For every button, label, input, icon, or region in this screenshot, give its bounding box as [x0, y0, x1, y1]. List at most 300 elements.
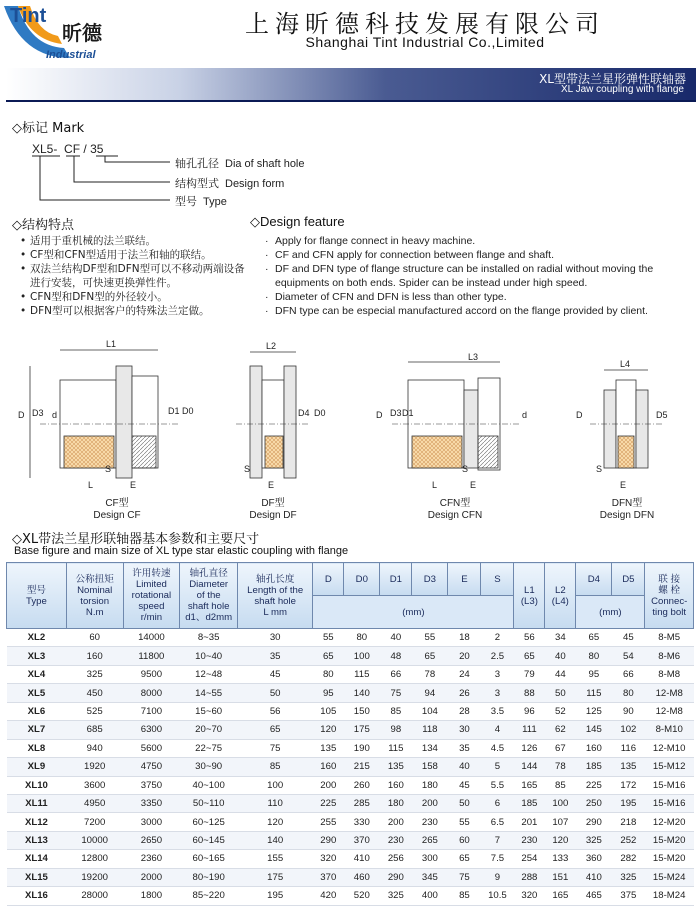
th-diameter: 轴孔直径 Diameter of the shaft hole d1、d2mm	[180, 563, 238, 629]
dim-label: D3	[32, 408, 44, 418]
table-cell: 290	[380, 868, 412, 886]
dim-label: L	[432, 480, 438, 490]
table-cell: 15-M20	[645, 831, 694, 849]
table-cell: 90	[612, 702, 645, 720]
table-cell: 120	[238, 813, 313, 831]
table-row	[7, 868, 694, 886]
table-cell: 290	[313, 831, 344, 849]
dim-label: D	[18, 410, 25, 420]
table-cell: 100	[344, 647, 380, 665]
mark-label-bore: 轴孔孔径 Dia of shaft hole	[175, 158, 305, 170]
table-cell: 400	[412, 887, 448, 905]
cell-type: XL16	[7, 887, 67, 905]
table-cell: 40~100	[180, 776, 238, 794]
table-cell: 60~125	[180, 813, 238, 831]
table-cell: 65	[313, 647, 344, 665]
th-torsion: 公称扭矩 Nominal torsion N.m	[66, 563, 123, 629]
dim-label: S	[462, 464, 469, 474]
table-cell: 225	[313, 794, 344, 812]
logo-cn: 昕德	[62, 21, 102, 45]
table-cell: 9	[481, 868, 514, 886]
table-cell: 200	[313, 776, 344, 794]
mark-code-slash: /	[83, 142, 87, 156]
table-row	[7, 758, 694, 776]
table-cell: 465	[576, 887, 612, 905]
mark-code-type: XL5-	[32, 142, 58, 156]
table-cell: 10000	[66, 831, 123, 849]
table-cell: 151	[545, 868, 576, 886]
table-cell: 115	[344, 665, 380, 683]
mark-code-form: CF	[64, 142, 81, 156]
table-cell: 15-M20	[645, 850, 694, 868]
table-cell: 24	[448, 665, 481, 683]
feature-cn-item: • 双法兰结构DF型和DFN型可以不移动两端设备进行安装，可快速更换弹性件。	[20, 262, 250, 290]
table-cell: 54	[612, 647, 645, 665]
table-cell: 252	[612, 831, 645, 849]
table-cell: 940	[66, 739, 123, 757]
table-cell: 111	[514, 721, 545, 739]
table-cell: 120	[545, 831, 576, 849]
th-D4: D4	[576, 563, 612, 596]
table-cell: 102	[612, 721, 645, 739]
table-cell: 15-M16	[645, 794, 694, 812]
table-cell: 94	[412, 684, 448, 702]
table-cell: 230	[514, 831, 545, 849]
table-cell: 85	[380, 702, 412, 720]
table-cell: 67	[545, 739, 576, 757]
table-cell: 160	[380, 776, 412, 794]
dim-label: S	[596, 464, 603, 474]
table-cell: 520	[344, 887, 380, 905]
table-cell: 55	[313, 629, 344, 647]
table-cell: 15-M12	[645, 758, 694, 776]
table-cell: 79	[514, 665, 545, 683]
table-cell: 256	[380, 850, 412, 868]
table-cell: 160	[313, 758, 344, 776]
table-cell: 107	[545, 813, 576, 831]
table-cell: 4750	[123, 758, 180, 776]
table-row	[7, 887, 694, 905]
cell-type: XL5	[7, 684, 67, 702]
table-cell: 65	[238, 721, 313, 739]
table-cell: 195	[612, 794, 645, 812]
table-cell: 12-M20	[645, 813, 694, 831]
table-cell: 185	[514, 794, 545, 812]
table-cell: 120	[313, 721, 344, 739]
table-cell: 345	[412, 868, 448, 886]
table-cell: 105	[313, 702, 344, 720]
table-cell: 35	[448, 739, 481, 757]
table-cell: 85	[545, 776, 576, 794]
feature-cn-item: • CF型和CFN型适用于法兰和轴的联结。	[20, 248, 250, 262]
table-cell: 118	[412, 721, 448, 739]
spec-table	[6, 562, 694, 906]
table-cell: 50	[545, 684, 576, 702]
table-heading-cn: ◇XL带法兰星形联轴器基本参数和主要尺寸	[12, 532, 260, 547]
table-cell: 98	[380, 721, 412, 739]
feature-en-item: · Apply for flange connect in heavy machine.	[265, 234, 697, 248]
table-cell: 4.5	[481, 739, 514, 757]
table-cell: 265	[412, 831, 448, 849]
table-cell: 50~110	[180, 794, 238, 812]
table-cell: 126	[514, 739, 545, 757]
drawing-dfn	[576, 359, 668, 490]
table-cell: 40	[380, 629, 412, 647]
table-cell: 1800	[123, 887, 180, 905]
feature-en-item: · CF and CFN apply for connection between flange and shaft.	[265, 248, 697, 262]
feature-cn-item: • DFN型可以根据客户的特殊法兰定做。	[20, 304, 250, 318]
table-row	[7, 702, 694, 720]
table-cell: 80	[612, 684, 645, 702]
cell-type: XL10	[7, 776, 67, 794]
caption-cf: CF型 Design CF	[93, 498, 141, 521]
feature-en-item: · DF and DFN type of flange structure can be installed on radial without moving the equipments on both ends. Spider can be instead under high speed.	[265, 262, 697, 290]
table-cell: 180	[412, 776, 448, 794]
table-row	[7, 776, 694, 794]
mark-leader-lines	[0, 0, 700, 210]
dim-label: L4	[620, 359, 631, 369]
dim-label: D5	[656, 410, 668, 420]
table-cell: 230	[412, 813, 448, 831]
table-cell: 5.5	[481, 776, 514, 794]
table-cell: 8-M8	[645, 665, 694, 683]
table-cell: 60~145	[180, 831, 238, 849]
table-cell: 155	[238, 850, 313, 868]
table-row	[7, 665, 694, 683]
table-cell: 60	[66, 629, 123, 647]
cell-type: XL14	[7, 850, 67, 868]
table-cell: 22~75	[180, 739, 238, 757]
table-row	[7, 739, 694, 757]
table-cell: 12~48	[180, 665, 238, 683]
table-cell: 325	[576, 831, 612, 849]
caption-dfn: DFN型 Design DFN	[599, 498, 655, 521]
table-cell: 300	[412, 850, 448, 868]
table-cell: 185	[576, 758, 612, 776]
table-cell: 135	[313, 739, 344, 757]
table-cell: 65	[412, 647, 448, 665]
table-cell: 65	[448, 850, 481, 868]
table-cell: 44	[545, 665, 576, 683]
table-cell: 330	[344, 813, 380, 831]
table-cell: 420	[313, 887, 344, 905]
table-cell: 30~90	[180, 758, 238, 776]
table-cell: 19200	[66, 868, 123, 886]
table-cell: 80	[313, 665, 344, 683]
logo-sub: Industrial	[46, 49, 96, 61]
table-cell: 30	[238, 629, 313, 647]
table-cell: 40	[545, 647, 576, 665]
th-speed: 许用转速 Limited rotational speed r/min	[123, 563, 180, 629]
table-cell: 125	[576, 702, 612, 720]
table-cell: 133	[545, 850, 576, 868]
table-cell: 9500	[123, 665, 180, 683]
table-row	[7, 850, 694, 868]
table-cell: 144	[514, 758, 545, 776]
table-cell: 282	[612, 850, 645, 868]
logo-word: Tint	[10, 5, 47, 27]
table-cell: 45	[612, 629, 645, 647]
table-cell: 26	[448, 684, 481, 702]
table-cell: 65	[514, 647, 545, 665]
table-cell: 80	[576, 647, 612, 665]
table-cell: 115	[380, 739, 412, 757]
table-cell: 45	[238, 665, 313, 683]
dim-label: D3	[390, 408, 402, 418]
table-cell: 4950	[66, 794, 123, 812]
dim-label: E	[470, 480, 477, 490]
table-cell: 190	[344, 739, 380, 757]
dim-label: D0	[314, 408, 326, 418]
table-cell: 15-M16	[645, 776, 694, 794]
table-cell: 65	[576, 629, 612, 647]
table-cell: 52	[545, 702, 576, 720]
table-cell: 115	[576, 684, 612, 702]
table-cell: 325	[380, 887, 412, 905]
dim-label: L3	[468, 352, 479, 362]
table-cell: 116	[612, 739, 645, 757]
table-cell: 8000	[123, 684, 180, 702]
table-cell: 2360	[123, 850, 180, 868]
table-cell: 215	[344, 758, 380, 776]
table-cell: 525	[66, 702, 123, 720]
table-cell: 158	[412, 758, 448, 776]
table-cell: 225	[576, 776, 612, 794]
table-cell: 3	[481, 665, 514, 683]
table-cell: 12-M8	[645, 702, 694, 720]
cell-type: XL11	[7, 794, 67, 812]
feature-cn-item: • CFN型和DFN型的外径较小。	[20, 290, 250, 304]
table-cell: 175	[238, 868, 313, 886]
cell-type: XL15	[7, 868, 67, 886]
mark-heading: ◇标记 Mark	[12, 121, 85, 136]
th-D1: D1	[380, 563, 412, 596]
table-row	[7, 794, 694, 812]
table-cell: 410	[576, 868, 612, 886]
table-cell: 60	[448, 831, 481, 849]
table-cell: 370	[344, 831, 380, 849]
feature-en-item: · Diameter of CFN and DFN is less than other type.	[265, 290, 697, 304]
table-cell: 96	[514, 702, 545, 720]
table-cell: 30	[448, 721, 481, 739]
table-cell: 104	[412, 702, 448, 720]
table-cell: 10~40	[180, 647, 238, 665]
table-cell: 8-M5	[645, 629, 694, 647]
table-cell: 320	[514, 887, 545, 905]
drawing-df	[236, 341, 326, 490]
table-cell: 2650	[123, 831, 180, 849]
table-cell: 80~190	[180, 868, 238, 886]
table-cell: 8-M10	[645, 721, 694, 739]
table-cell: 56	[514, 629, 545, 647]
table-cell: 11800	[123, 647, 180, 665]
dim-label: S	[244, 464, 251, 474]
table-cell: 3600	[66, 776, 123, 794]
table-cell: 3.5	[481, 702, 514, 720]
table-cell: 160	[66, 647, 123, 665]
table-cell: 7100	[123, 702, 180, 720]
table-cell: 100	[545, 794, 576, 812]
drawing-cfn	[376, 352, 527, 490]
table-cell: 200	[412, 794, 448, 812]
table-cell: 10.5	[481, 887, 514, 905]
cell-type: XL6	[7, 702, 67, 720]
table-cell: 66	[612, 665, 645, 683]
mark-label-type: 型号 Type	[175, 196, 227, 208]
table-cell: 14000	[123, 629, 180, 647]
table-cell: 100	[238, 776, 313, 794]
table-cell: 14~55	[180, 684, 238, 702]
th-D0: D0	[344, 563, 380, 596]
table-cell: 165	[514, 776, 545, 794]
table-cell: 135	[612, 758, 645, 776]
th-bolt: 联 接 螺 栓 Connec- ting bolt	[645, 563, 694, 629]
table-cell: 3750	[123, 776, 180, 794]
table-cell: 5	[481, 758, 514, 776]
features-list-en	[265, 234, 697, 318]
table-cell: 55	[412, 629, 448, 647]
table-cell: 3	[481, 684, 514, 702]
features-heading-en: ◇Design feature	[250, 214, 345, 229]
table-cell: 7.5	[481, 850, 514, 868]
features-list-cn	[20, 234, 250, 318]
caption-cfn: CFN型 Design CFN	[427, 498, 483, 521]
company-name-en: Shanghai Tint Industrial Co.,Limited	[305, 34, 545, 50]
table-cell: 78	[412, 665, 448, 683]
table-cell: 85	[238, 758, 313, 776]
table-cell: 95	[576, 665, 612, 683]
table-cell: 12-M10	[645, 739, 694, 757]
table-cell: 200	[380, 813, 412, 831]
dim-label: L2	[266, 341, 277, 351]
table-cell: 360	[576, 850, 612, 868]
dim-label: E	[268, 480, 275, 490]
table-row	[7, 721, 694, 739]
table-cell: 460	[344, 868, 380, 886]
drawing-cf	[18, 339, 194, 490]
cell-type: XL13	[7, 831, 67, 849]
dim-label: L	[88, 480, 94, 490]
table-cell: 250	[576, 794, 612, 812]
table-cell: 290	[576, 813, 612, 831]
table-row	[7, 629, 694, 647]
spec-table-body	[7, 629, 694, 906]
table-cell: 375	[612, 887, 645, 905]
table-cell: 320	[313, 850, 344, 868]
th-unit-mm: (mm)	[313, 596, 514, 629]
table-cell: 110	[238, 794, 313, 812]
table-cell: 325	[66, 665, 123, 683]
feature-cn-item: • 适用于重机械的法兰联结。	[20, 234, 250, 248]
table-cell: 50	[448, 794, 481, 812]
table-cell: 135	[380, 758, 412, 776]
th-type: 型号 Type	[7, 563, 67, 629]
cell-type: XL2	[7, 629, 67, 647]
th-length: 轴孔长度 Length of the shaft hole L mm	[238, 563, 313, 629]
table-cell: 50	[238, 684, 313, 702]
table-cell: 450	[66, 684, 123, 702]
table-cell: 8~35	[180, 629, 238, 647]
table-cell: 1920	[66, 758, 123, 776]
table-cell: 7	[481, 831, 514, 849]
table-cell: 2000	[123, 868, 180, 886]
cell-type: XL7	[7, 721, 67, 739]
mark-code-bore: 35	[90, 142, 104, 156]
table-cell: 85	[448, 887, 481, 905]
table-cell: 410	[344, 850, 380, 868]
table-cell: 150	[344, 702, 380, 720]
mark-label-form: 结构型式 Design form	[175, 178, 285, 190]
table-cell: 3350	[123, 794, 180, 812]
cell-type: XL8	[7, 739, 67, 757]
table-cell: 34	[545, 629, 576, 647]
table-cell: 55	[448, 813, 481, 831]
table-cell: 180	[380, 794, 412, 812]
table-cell: 325	[612, 868, 645, 886]
table-cell: 88	[514, 684, 545, 702]
th-L2: L2 (L4)	[545, 563, 576, 629]
table-cell: 8-M6	[645, 647, 694, 665]
table-cell: 201	[514, 813, 545, 831]
table-cell: 288	[514, 868, 545, 886]
th-D: D	[313, 563, 344, 596]
dim-label: D4	[298, 408, 310, 418]
table-cell: 78	[545, 758, 576, 776]
table-row	[7, 684, 694, 702]
table-cell: 230	[380, 831, 412, 849]
table-cell: 12800	[66, 850, 123, 868]
table-cell: 15~60	[180, 702, 238, 720]
dim-label: d	[522, 410, 528, 420]
table-cell: 20	[448, 647, 481, 665]
table-cell: 45	[448, 776, 481, 794]
table-cell: 685	[66, 721, 123, 739]
table-cell: 85~220	[180, 887, 238, 905]
table-cell: 260	[344, 776, 380, 794]
table-cell: 35	[238, 647, 313, 665]
table-cell: 6300	[123, 721, 180, 739]
product-title-cn: XL型带法兰星形弹性联轴器	[539, 72, 686, 86]
th-L1: L1 (L3)	[514, 563, 545, 629]
table-cell: 95	[313, 684, 344, 702]
table-cell: 254	[514, 850, 545, 868]
table-cell: 140	[238, 831, 313, 849]
table-row	[7, 813, 694, 831]
table-cell: 75	[380, 684, 412, 702]
table-cell: 28	[448, 702, 481, 720]
features-heading-cn: ◇结构特点	[12, 218, 74, 233]
table-cell: 3000	[123, 813, 180, 831]
table-cell: 15-M24	[645, 868, 694, 886]
feature-en-item: · DFN type can be especial manufactured accord on the flange provided by client.	[265, 304, 697, 318]
dim-label: D	[376, 410, 383, 420]
cell-type: XL3	[7, 647, 67, 665]
table-cell: 56	[238, 702, 313, 720]
table-cell: 140	[344, 684, 380, 702]
table-cell: 2.5	[481, 647, 514, 665]
table-row	[7, 647, 694, 665]
table-cell: 66	[380, 665, 412, 683]
table-cell: 6.5	[481, 813, 514, 831]
table-cell: 18-M24	[645, 887, 694, 905]
table-cell: 165	[545, 887, 576, 905]
table-cell: 75	[448, 868, 481, 886]
table-cell: 5600	[123, 739, 180, 757]
cell-type: XL9	[7, 758, 67, 776]
table-cell: 285	[344, 794, 380, 812]
dim-label: D1	[402, 408, 414, 418]
dim-label: S	[105, 464, 112, 474]
